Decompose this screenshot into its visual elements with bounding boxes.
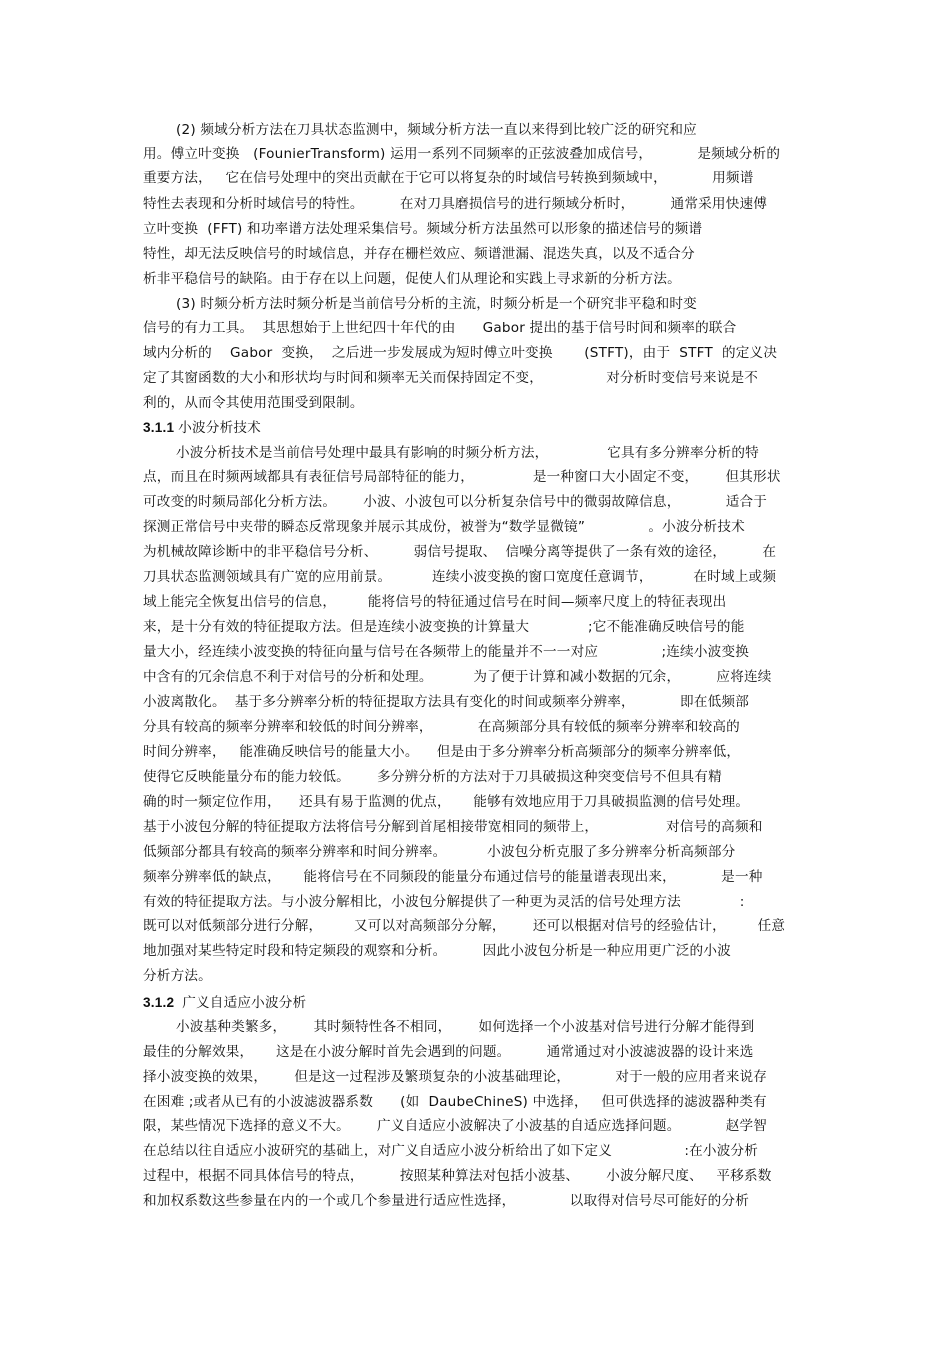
paragraph-line: 小波分析技术是当前信号处理中最具有影响的时频分析方法， 它具有多分辨率分析的特 — [176, 445, 759, 461]
paragraph-line: 低频部分都具有较高的频率分辨率和时间分辨率。 小波包分析克服了多分辨率分析高频部分 — [143, 844, 736, 860]
section-number: 3.1.1 — [143, 420, 175, 435]
section-heading-3-1-2 — [143, 991, 306, 1015]
paragraph-line: 确的时一频定位作用， 还具有易于监测的优点， 能够有效地应用于刀具破损监测的信号处理。 — [143, 794, 750, 810]
paragraph-line: 分析方法。 — [143, 968, 212, 984]
section-number: 3.1.2 — [143, 995, 175, 1010]
paragraph-line: 立叶变换 (FFT) 和功率谱方法处理采集信号。频域分析方法虽然可以形象的描述信号的频谱 — [143, 221, 703, 237]
paragraph-line: 域内分析的 Gabor 变换， 之后进一步发展成为短时傅立叶变换 (STFT)，由于 STFT 的定义决 — [143, 345, 778, 361]
paragraph-line: 在总结以往自适应小波研究的基础上，对广义自适应小波分析给出了如下定义 :在小波分析 — [143, 1143, 759, 1159]
paragraph-line: 特性去表现和分析时域信号的特性。 在对刀具磨损信号的进行频域分析时， 通常采用快速傅 — [143, 196, 768, 212]
paragraph-line: (2) 频域分析方法在刀具状态监测中，频域分析方法一直以来得到比较广泛的研究和应 — [176, 122, 697, 138]
paragraph-line: 特性，却无法反映信号的时域信息，并存在栅栏效应、频谱泄漏、混迭失真，以及不适合分 — [143, 246, 695, 262]
paragraph-line: 有效的特征提取方法。与小波分解相比，小波包分解提供了一种更为灵活的信号处理方法 : — [143, 894, 745, 910]
paragraph-line: 既可以对低频部分进行分解， 又可以对高频部分分解， 还可以根据对信号的经验估计， 任意 — [143, 918, 786, 934]
paragraph-line: 在困难 ;或者从已有的小波滤波器系数 (如 DaubeChineS) 中选择， 但可供选择的滤波器种类有 — [143, 1094, 767, 1110]
paragraph-line: 过程中，根据不同具体信号的特点， 按照某种算法对包括小波基、 小波分解尺度、 平移系数 — [143, 1168, 772, 1184]
section-title: 小波分析技术 — [178, 420, 261, 435]
paragraph-line: 基于小波包分解的特征提取方法将信号分解到首尾相接带宽相同的频带上， 对信号的高频和 — [143, 819, 763, 835]
section-heading-3-1-1 — [143, 416, 261, 440]
paragraph-line: 可改变的时频局部化分析方法。 小波、小波包可以分析复杂信号中的微弱故障信息， 适合于 — [143, 494, 768, 510]
paragraph-line: 限，某些情况下选择的意义不大。 广义自适应小波解决了小波基的自适应选择问题。 赵学智 — [143, 1118, 768, 1134]
paragraph-line: 重要方法， 它在信号处理中的突出贡献在于它可以将复杂的时域信号转换到频域中， 用频谱 — [143, 170, 754, 186]
paragraph-line: 中含有的冗余信息不利于对信号的分析和处理。 为了便于计算和减小数据的冗余， 应将连续 — [143, 669, 772, 685]
paragraph-line: 频率分辨率低的缺点， 能将信号在不同频段的能量分布通过信号的能量谱表现出来， 是一种 — [143, 869, 763, 885]
paragraph-line: 点，而且在时频两域都具有表征信号局部特征的能力， 是一种窗口大小固定不变， 但其形状 — [143, 469, 781, 485]
paragraph-line: 小波基种类繁多， 其时频特性各不相同， 如何选择一个小波基对信号进行分解才能得到 — [176, 1019, 755, 1035]
paragraph-line: 探测正常信号中夹带的瞬态反常现象并展示其成份，被誉为“数学显微镜” 。小波分析技术 — [143, 519, 745, 535]
paragraph-line: 析非平稳信号的缺陷。由于存在以上问题，促使人们从理论和实践上寻求新的分析方法。 — [143, 271, 681, 287]
paragraph-line: 利的，从而令其使用范围受到限制。 — [143, 395, 364, 411]
paragraph-line: 小波离散化。 基于多分辨率分析的特征提取方法具有变化的时间或频率分辨率， 即在低频部 — [143, 694, 749, 710]
paragraph-line: 来，是十分有效的特征提取方法。但是连续小波变换的计算量大 ;它不能准确反映信号的能 — [143, 619, 745, 635]
paragraph-line: 用。傅立叶变换 (FounierTransform) 运用一系列不同频率的正弦波叠加成信号， 是频域分析的 — [143, 146, 781, 162]
paragraph-line: 定了其窗函数的大小和形状均与时间和频率无关而保持固定不变， 对分析时变信号来说是不 — [143, 370, 759, 386]
paragraph-line: 地加强对某些特定时段和特定频段的观察和分析。 因此小波包分析是一种应用更广泛的小波 — [143, 943, 731, 959]
paragraph-line: 域上能完全恢复出信号的信息， 能将信号的特征通过信号在时间—频率尺度上的特征表现出 — [143, 594, 727, 610]
paragraph-line: 和加权系数这些参量在内的一个或几个参量进行适应性选择， 以取得对信号尽可能好的分析 — [143, 1193, 749, 1209]
paragraph-line: 刀具状态监测领域具有广宽的应用前景。 连续小波变换的窗口宽度任意调节， 在时域上或频 — [143, 569, 777, 585]
paragraph-line: 分具有较高的频率分辨率和较低的时间分辨率， 在高频部分具有较低的频率分辨率和较高的 — [143, 719, 740, 735]
paragraph-line: 择小波变换的效果， 但是这一过程涉及繁琐复杂的小波基础理论， 对于一般的应用者来说存 — [143, 1069, 768, 1085]
paragraph-line: 最佳的分解效果， 这是在小波分解时首先会遇到的问题。 通常通过对小波滤波器的设计来选 — [143, 1044, 754, 1060]
paragraph-line: 为机械故障诊断中的非平稳信号分析、 弱信号提取、 信噪分离等提供了一条有效的途径， 在 — [143, 544, 777, 560]
paragraph-line: (3) 时频分析方法时频分析是当前信号分析的主流，时频分析是一个研究非平稳和时变 — [176, 296, 697, 312]
section-title: 广义自适应小波分析 — [182, 995, 307, 1010]
paragraph-line: 使得它反映能量分布的能力较低。 多分辨分析的方法对于刀具破损这种突变信号不但具有精 — [143, 769, 722, 785]
paragraph-line: 时间分辨率， 能准确反映信号的能量大小。 但是由于多分辨率分析高频部分的频率分辨率低， — [143, 744, 741, 760]
paragraph-line: 量大小，经连续小波变换的特征向量与信号在各频带上的能量并不一一对应 ;连续小波变换 — [143, 644, 750, 660]
paragraph-line: 信号的有力工具。 其思想始于上世纪四十年代的由 Gabor 提出的基于信号时间和频率的联合 — [143, 320, 737, 336]
